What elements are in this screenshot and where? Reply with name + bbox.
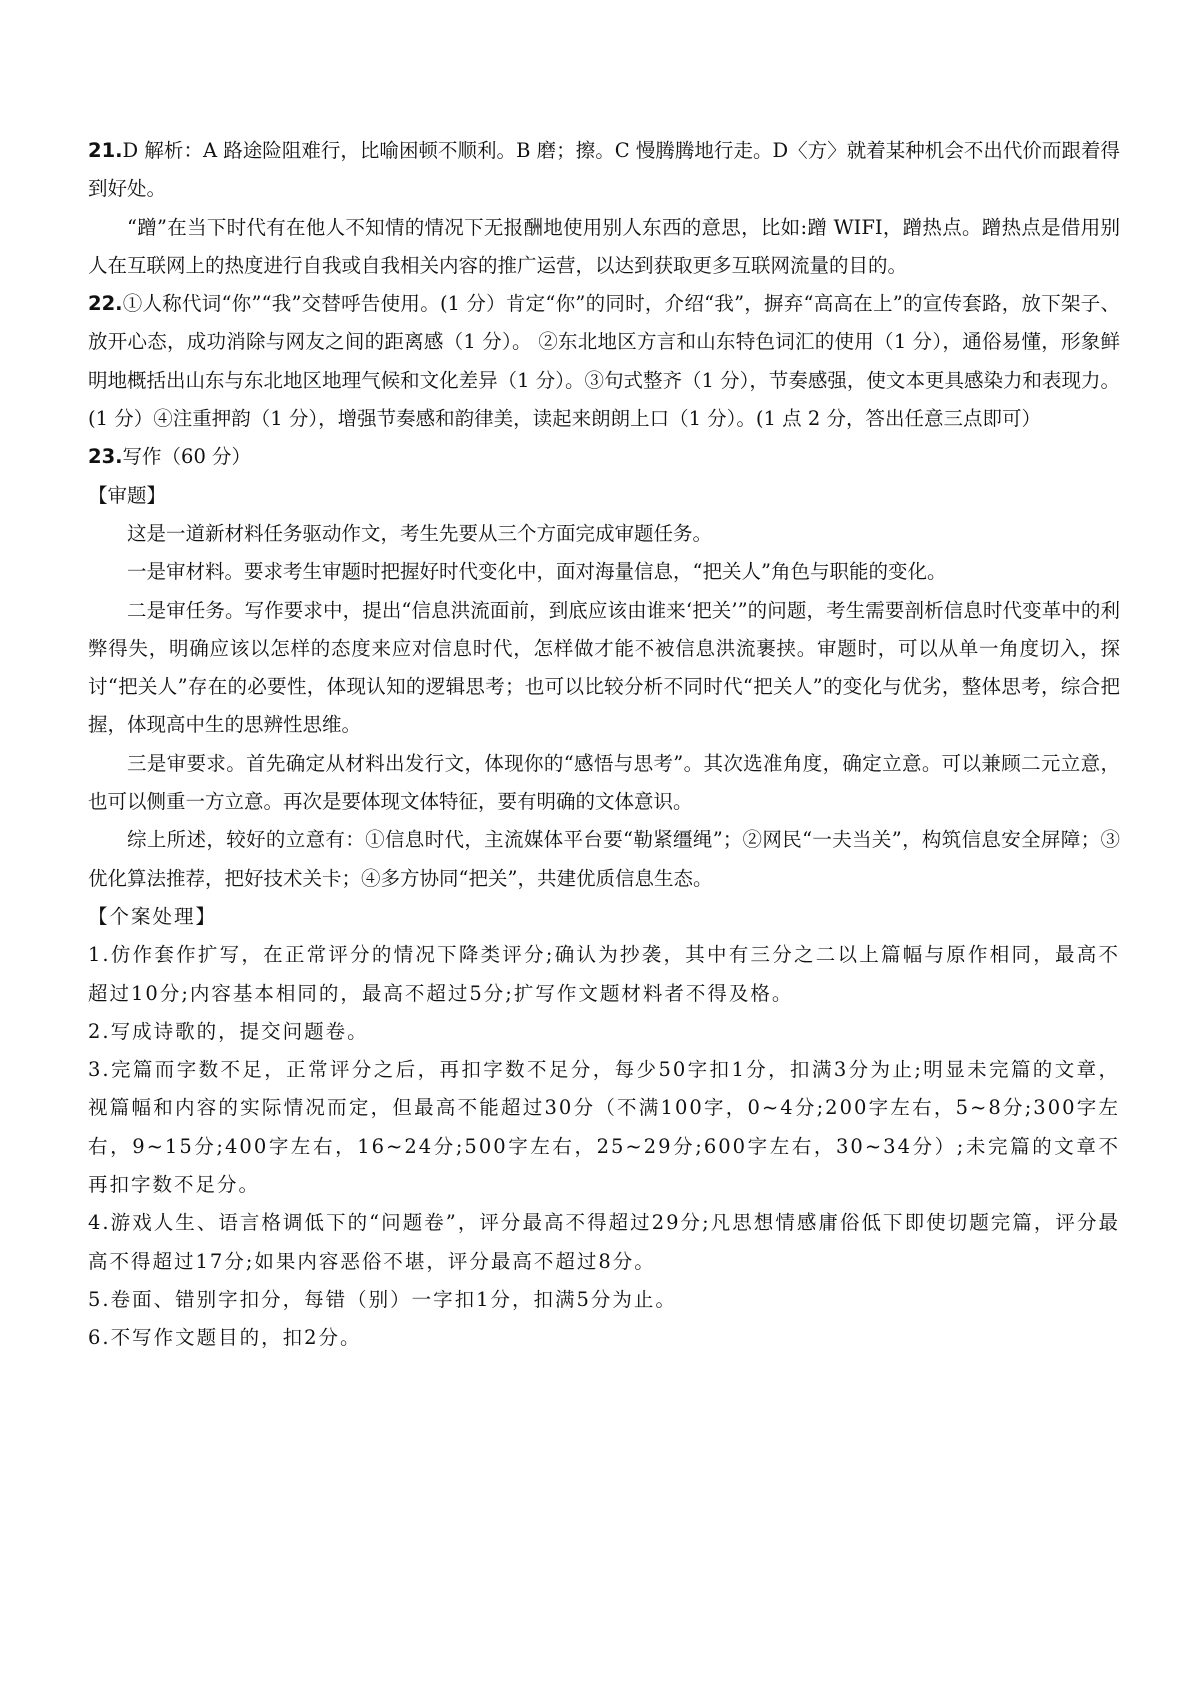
shenti-heading: 【审题】 xyxy=(88,483,167,507)
case-item: 3.完篇而字数不足，正常评分之后，再扣字数不足分，每少50字扣1分，扣满3分为止;明显未完篇的文章，视篇幅和内容的实际情况而定，但最高不能超过30分（不满100字，0~4分;200字左右，5~8分;300字左右，9~15分;400字左右，16~24分;500字左右，25~29分;600字左右，30~34分）;未完篇的文章不再扣字数不足分。 xyxy=(88,1058,1120,1197)
q23-paragraph xyxy=(88,438,1120,476)
shenti-paragraph: 三是审要求。首先确定从材料出发行文，体现你的“感悟与思考”。其次选准角度，确定立意。可以兼顾二元立意，也可以侧重一方立意。再次是要体现文体特征，要有明确的文体意识。 xyxy=(88,751,1120,814)
q22-paragraph xyxy=(88,285,1120,438)
case-item: 2.写成诗歌的，提交问题卷。 xyxy=(88,1019,369,1043)
cases-heading: 【个案处理】 xyxy=(88,904,218,928)
shenti-paragraph: 综上所述，较好的立意有：①信息时代，主流媒体平台要“勒紧缰绳”；②网民“一夫当关”，构筑信息安全屏障；③优化算法推荐，把好技术关卡；④多方协同“把关”，共建优质信息生态。 xyxy=(88,828,1120,890)
shenti-paragraph: 一是审材料。要求考生审题时把握好时代变化中，面对海量信息，“把关人”角色与职能的变化。 xyxy=(127,560,947,584)
q21-paragraph-2: “蹭”在当下时代有在他人不知情的情况下无报酬地使用别人东西的意思，比如:蹭 WIFI，蹭热点。蹭热点是借用别人在互联网上的热度进行自我或自我相关内容的推广运营，以达到获取更多互联网流量的目的。 xyxy=(88,215,1120,277)
q22-number: 22. xyxy=(88,292,123,316)
q22-text: ①人称代词“你”“我”交替呼告使用。(1 分）肯定“你”的同时，介绍“我”，摒弃“高高在上”的宣传套路，放下架子、放开心态，成功消除与网友之间的距离感（1 分）。 ②东北地区方言和山东特色词汇的使用（1 分），通俗易懂，形象鲜明地概括出山东与东北地区地理气候和文化差异（1 分）。③句式整齐（1 分），节奏感强，使文本更具感染力和表现力。(1 分）④注重押韵（1 分），增强节奏感和韵律美，读起来朗朗上口（1 分）。(1 点 2 分，答出任意三点即可） xyxy=(88,292,1120,431)
q21-number: 21. xyxy=(88,139,123,162)
shenti-paragraph: 二是审任务。写作要求中，提出“信息洪流面前，到底应该由谁来‘把关’”的问题，考生需要剖析信息时代变革中的利弊得失，明确应该以怎样的态度来应对信息时代，怎样做才能不被信息洪流裹挟。审题时，可以从单一角度切入，探讨“把关人”存在的必要性，体现认知的逻辑思考；也可以比较分析不同时代“把关人”的变化与优劣，整体思考，综合把握，体现高中生的思辨性思维。 xyxy=(88,598,1120,737)
q23-number: 23. xyxy=(88,445,123,469)
case-item: 4.游戏人生、语言格调低下的“问题卷”，评分最高不得超过29分;凡思想情感庸俗低下即使切题完篇，评分最高不得超过17分;如果内容恶俗不堪，评分最高不超过8分。 xyxy=(88,1211,1120,1273)
answer-page xyxy=(88,132,1120,1358)
case-item: 6.不写作文题目的，扣2分。 xyxy=(88,1326,362,1350)
q23-text: 写作（60 分） xyxy=(122,445,252,469)
shenti-paragraph: 这是一道新材料任务驱动作文，考生先要从三个方面完成审题任务。 xyxy=(127,521,713,545)
case-item: 1.仿作套作扩写，在正常评分的情况下降类评分;确认为抄袭，其中有三分之二以上篇幅与原作相同，最高不超过10分;内容基本相同的，最高不超过5分;扩写作文题材料者不得及格。 xyxy=(88,943,1120,1005)
q21-text: D 解析：A 路途险阻难行，比喻困顿不顺利。B 磨；擦。C 慢腾腾地行走。D〈方〉就着某种机会不出代价而跟着得到好处。 xyxy=(88,139,1120,201)
q21-paragraph xyxy=(88,132,1120,209)
case-item: 5.卷面、错别字扣分，每错（别）一字扣1分，扣满5分为止。 xyxy=(88,1287,677,1311)
